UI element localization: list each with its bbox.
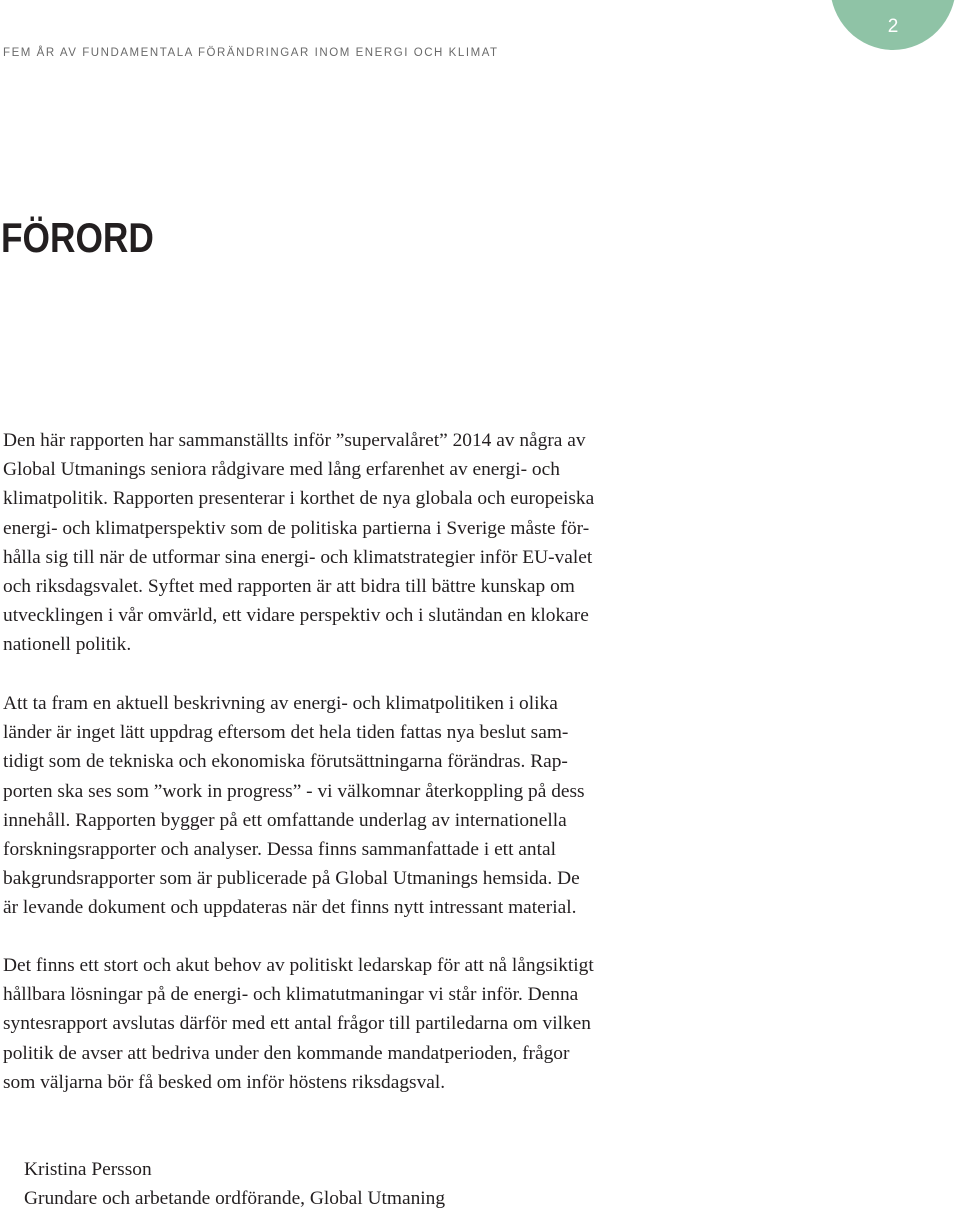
paragraph-line: nationell politik.: [3, 634, 132, 656]
paragraph-line: energi- och klimatperspektiv som de politiska partierna i Sverige måste för-: [3, 517, 590, 539]
paragraph-line: och riksdagsvalet. Syftet med rapporten är att bidra till bättre kunskap om: [3, 576, 575, 598]
paragraph-1: [3, 426, 703, 660]
paragraph-line: utvecklingen i vår omvärld, ett vidare perspektiv och i slutändan en klokare: [3, 605, 589, 627]
paragraph-3: [3, 951, 703, 1097]
paragraph-line: Det finns ett stort och akut behov av politiskt ledarskap för att nå långsiktigt: [3, 955, 594, 976]
signature-block: [24, 1155, 445, 1213]
paragraph-2: [3, 689, 703, 923]
paragraph-line: som väljarna bör få besked om inför höstens riksdagsval.: [3, 1071, 446, 1093]
paragraph-line: är levande dokument och uppdateras när det finns nytt intressant material.: [3, 897, 577, 919]
page-title: FÖRORD: [1, 214, 154, 261]
paragraph-line: politik de avser att bedriva under den kommande mandatperioden, frågor: [3, 1042, 570, 1064]
paragraph-line: hållbara lösningar på de energi- och klimatutmaningar vi står inför. Denna: [3, 984, 579, 1006]
paragraph-line: Den här rapporten har sammanställts inför ”supervalåret” 2014 av några av: [3, 430, 586, 451]
paragraph-line: hålla sig till när de utformar sina energi- och klimatstrategier inför EU-valet: [3, 546, 593, 568]
paragraph-line: Att ta fram en aktuell beskrivning av energi- och klimatpolitiken i olika: [3, 693, 558, 714]
running-header: FEM ÅR AV FUNDAMENTALA FÖRÄNDRINGAR INOM ENERGI OCH KLIMAT: [3, 47, 499, 59]
paragraph-line: klimatpolitik. Rapporten presenterar i korthet de nya globala och europeiska: [3, 488, 595, 510]
paragraph-line: porten ska ses som ”work in progress” - vi välkomnar återkoppling på dess: [3, 780, 585, 802]
paragraph-line: Global Utmanings seniora rådgivare med lång erfarenhet av energi- och: [3, 459, 560, 481]
page-number: 2: [887, 16, 899, 37]
paragraph-line: länder är inget lätt uppdrag eftersom det hela tiden fattas nya beslut sam-: [3, 722, 569, 744]
paragraph-line: innehåll. Rapporten bygger på ett omfattande underlag av internationella: [3, 809, 567, 831]
signature-name: Kristina Persson: [24, 1159, 152, 1180]
paragraph-line: bakgrundsrapporter som är publicerade på Global Utmanings hemsida. De: [3, 868, 580, 890]
paragraph-line: tidigt som de tekniska och ekonomiska förutsättningarna förändras. Rap-: [3, 751, 568, 773]
signature-role: Grundare och arbetande ordförande, Global Utmaning: [24, 1188, 446, 1210]
paragraph-line: forskningsrapporter och analyser. Dessa finns sammanfattade i ett antal: [3, 839, 556, 861]
paragraph-line: syntesrapport avslutas därför med ett antal frågor till partiledarna om vilken: [3, 1013, 591, 1035]
